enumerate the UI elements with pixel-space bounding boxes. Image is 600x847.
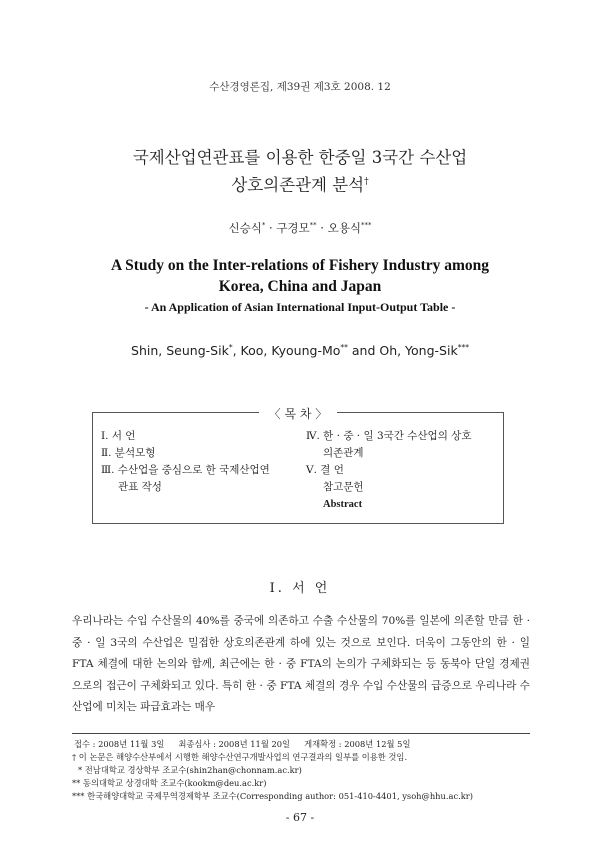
author-ko-2: 구경모 bbox=[276, 221, 310, 235]
toc-item: Ⅱ. 분석모형 bbox=[101, 447, 156, 459]
english-title-line1: A Study on the Inter-relations of Fishery Industry among bbox=[110, 257, 490, 274]
funding-note: † 이 논문은 해양수산부에서 시행한 해양수산연구개발사업의 연구결과의 일부를 이용한 것임. bbox=[72, 752, 408, 762]
toc-item-references: 참고문헌 bbox=[323, 481, 364, 493]
body-paragraph: 우리나라는 수입 수산물의 40%를 중국에 의존하고 수출 수산물의 70%를 일본에 의존할 만큼 한 · 중 · 일 3국의 수산업은 밀접한 상호의존관계 하에 있는 것으로 보인다. 더욱이 그동안의 한 · 일 FTA 체결에 대한 논의와 함께, 최근에는 한 · 중 FTA의 논의가 구체화되는 등 동북아 단일 경제권으로의 접근이 구체화되고 있다. 특히 한 · 중 FTA 체결의 경우 수입 수산물의 급증으로 우리나라 수산업에 미치는 파급효과는 매우 bbox=[72, 615, 530, 713]
table-of-contents bbox=[92, 407, 504, 524]
toc-item-abstract: Abstract bbox=[323, 499, 363, 510]
affiliation-note-1: * 전남대학교 경상학부 조교수(shin2han@chonnam.ac.kr) bbox=[78, 765, 302, 775]
english-title-line2: Korea, China and Japan bbox=[218, 278, 382, 295]
author-ko-3: 오용식 bbox=[327, 221, 361, 235]
toc-item-continued: 의존관계 bbox=[323, 447, 364, 459]
toc-title: 〈 목 차 〉 bbox=[93, 405, 503, 422]
page-number: - 67 - bbox=[285, 811, 315, 824]
toc-item-continued: 관표 작성 bbox=[118, 481, 162, 493]
toc-left-column bbox=[101, 428, 301, 496]
toc-item: Ⅴ. 결 언 bbox=[306, 464, 344, 476]
english-title bbox=[0, 255, 600, 297]
korean-title-line1: 국제산업연관표를 이용한 한중일 3국간 수산업 bbox=[132, 148, 468, 167]
toc-item: Ⅳ. 한 · 중 · 일 3국간 수산업의 상호 bbox=[306, 430, 472, 442]
english-subtitle: - An Application of Asian International Input-Output Table - bbox=[144, 300, 456, 314]
affiliation-note-3: *** 한국해양대학교 국제무역경제학부 조교수(Corresponding author: 051-410-4401, ysoh@hhu.ac.kr) bbox=[72, 791, 473, 801]
affiliation-note-2: ** 동의대학교 상경대학 조교수(kookm@deu.ac.kr) bbox=[72, 778, 267, 788]
journal-header: 수산경영론집, 제39권 제3호 2008. 12 bbox=[209, 81, 391, 93]
author-ko-1: 신승식 bbox=[228, 221, 262, 235]
korean-title-line2: 상호의존관계 분석† bbox=[231, 175, 369, 195]
toc-item: Ⅲ. 수산업을 중심으로 한 국제산업연 bbox=[101, 464, 270, 476]
submission-dates: 접수 : 2008년 11월 3일 최종심사 : 2008년 11월 20일 게재확정 : 2008년 12월 5일 bbox=[74, 739, 411, 749]
korean-title bbox=[0, 145, 600, 198]
english-authors: Shin, Seung-Sik*, Koo, Kyoung-Mo** and Oh, Yong-Sik*** bbox=[131, 343, 469, 359]
toc-right-column bbox=[306, 428, 501, 513]
dagger-mark: † bbox=[364, 177, 369, 187]
footnote-divider bbox=[72, 733, 530, 734]
section-heading: Ⅰ. 서 언 bbox=[269, 581, 331, 596]
korean-authors: 신승식* · 구경모** · 오용식*** bbox=[228, 221, 372, 235]
toc-item: Ⅰ. 서 언 bbox=[101, 430, 136, 442]
footnotes bbox=[72, 738, 542, 803]
